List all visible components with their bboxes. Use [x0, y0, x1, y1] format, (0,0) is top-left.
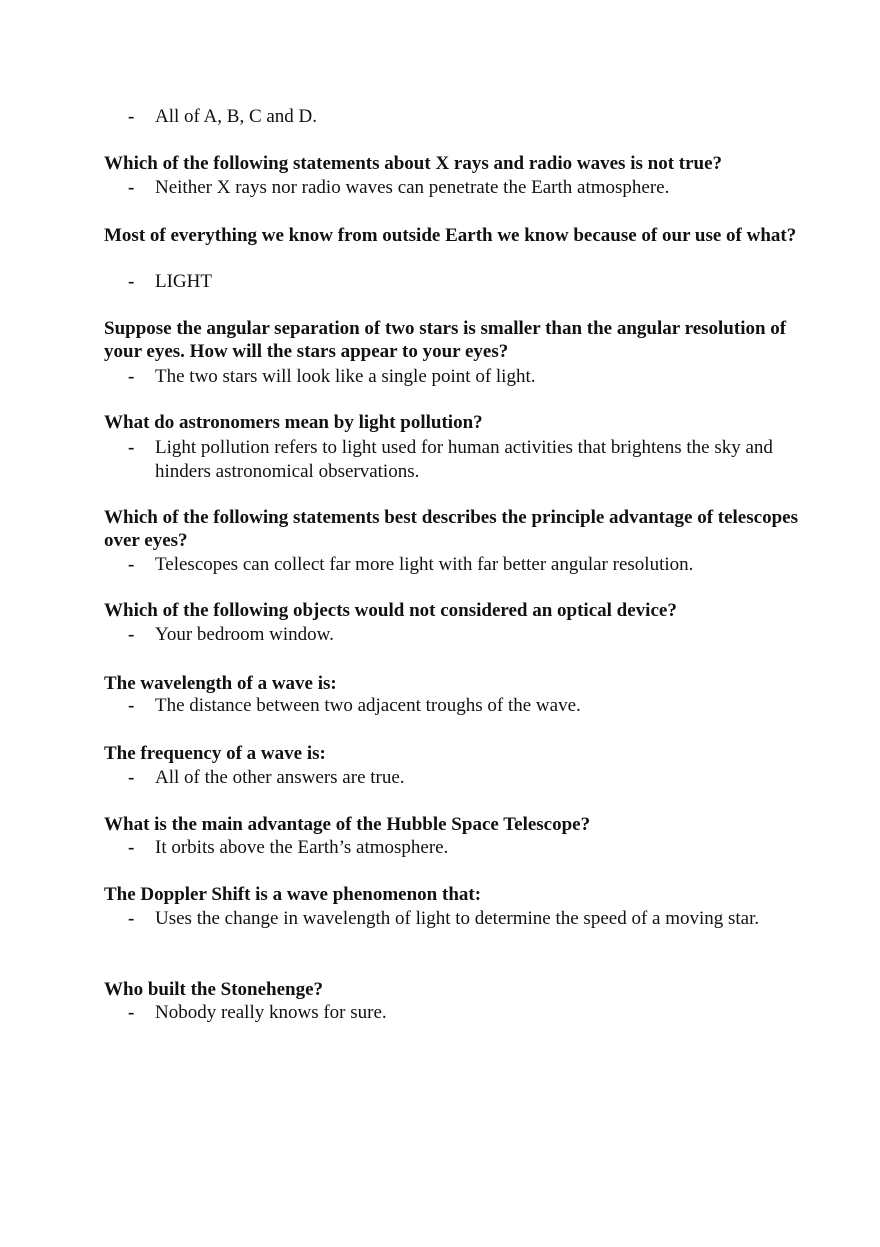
answer-5	[128, 436, 808, 484]
bullet-dash: -	[128, 106, 135, 127]
bullet-dash: -	[128, 271, 135, 292]
question-7: Which of the following objects would not considered an optical device?	[104, 600, 677, 621]
bullet-dash: -	[128, 437, 135, 458]
answer-text: Uses the change in wavelength of light to determine the speed of a moving star.	[155, 908, 760, 929]
answer-text: Telescopes can collect far more light with far better angular resolution.	[155, 554, 694, 575]
bullet-dash: -	[128, 908, 135, 929]
answer-1	[128, 105, 808, 129]
answer-text: The two stars will look like a single point of light.	[155, 366, 536, 387]
question-10: What is the main advantage of the Hubble Space Telescope?	[104, 814, 591, 835]
answer-8	[128, 694, 808, 718]
question-5: What do astronomers mean by light pollution?	[104, 412, 483, 433]
answer-6	[128, 553, 808, 577]
answer-text: Light pollution refers to light used for human activities that brightens the sky and hinders astronomical observations.	[155, 437, 773, 482]
question-11: The Doppler Shift is a wave phenomenon that:	[104, 884, 482, 905]
question-3: Most of everything we know from outside Earth we know because of our use of what?	[104, 225, 797, 246]
answer-text: Nobody really knows for sure.	[155, 1002, 387, 1023]
answer-text: The distance between two adjacent troughs of the wave.	[155, 695, 581, 716]
answer-text: LIGHT	[155, 271, 212, 292]
answer-text: Your bedroom window.	[155, 624, 334, 645]
answer-text: All of the other answers are true.	[155, 767, 405, 788]
question-8: The wavelength of a wave is:	[104, 673, 337, 694]
answer-2	[128, 176, 808, 200]
bullet-dash: -	[128, 767, 135, 788]
question-12: Who built the Stonehenge?	[104, 979, 324, 1000]
answer-4	[128, 365, 808, 389]
answer-7	[128, 623, 808, 647]
answer-text: All of A, B, C and D.	[155, 106, 318, 127]
bullet-dash: -	[128, 624, 135, 645]
bullet-dash: -	[128, 554, 135, 575]
answer-11	[128, 907, 808, 931]
bullet-dash: -	[128, 177, 135, 198]
question-2: Which of the following statements about X rays and radio waves is not true?	[104, 153, 723, 174]
answer-3	[128, 270, 808, 294]
answer-10	[128, 836, 808, 860]
answer-9	[128, 766, 808, 790]
answer-12	[128, 1001, 808, 1025]
bullet-dash: -	[128, 366, 135, 387]
bullet-dash: -	[128, 695, 135, 716]
question-6: Which of the following statements best describes the principle advantage of telescopes over eyes?	[104, 507, 798, 551]
answer-text: It orbits above the Earth’s atmosphere.	[155, 837, 449, 858]
answer-text: Neither X rays nor radio waves can penetrate the Earth atmosphere.	[155, 177, 670, 198]
bullet-dash: -	[128, 1002, 135, 1023]
question-9: The frequency of a wave is:	[104, 743, 326, 764]
question-4: Suppose the angular separation of two stars is smaller than the angular resolution of your eyes. How will the stars appear to your eyes?	[104, 318, 787, 362]
bullet-dash: -	[128, 837, 135, 858]
